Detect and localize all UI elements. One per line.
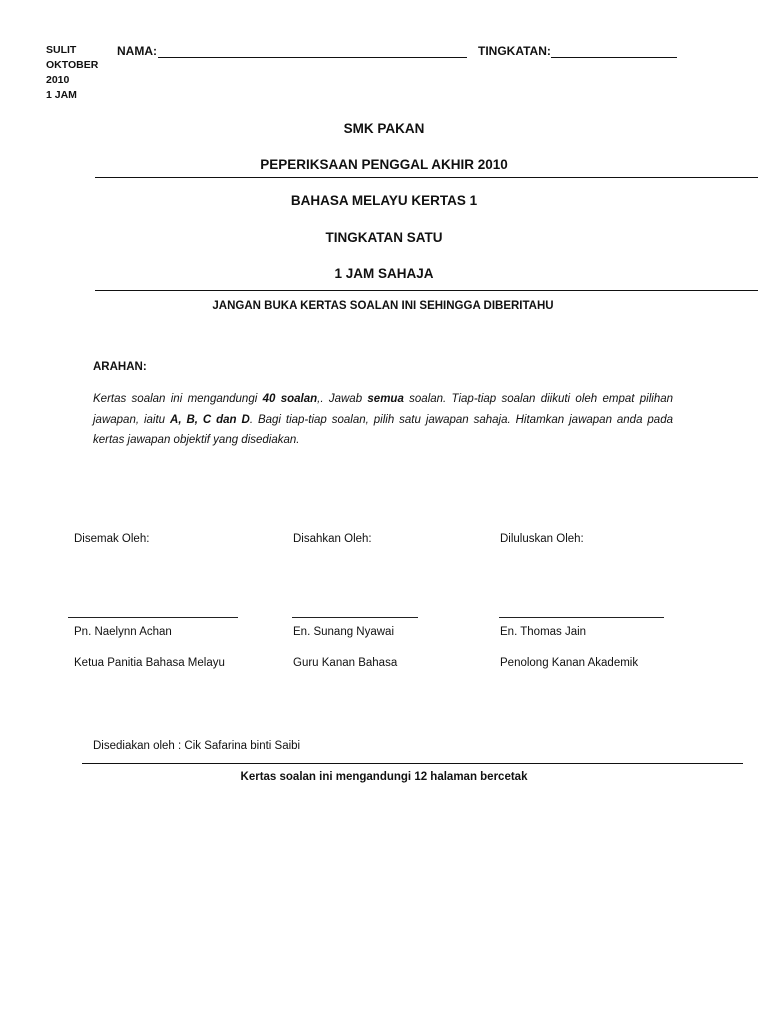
disemak-name: Pn. Naelynn Achan <box>74 626 172 638</box>
signature-line-disemak[interactable] <box>68 617 238 618</box>
nama-field-line[interactable] <box>158 57 467 58</box>
tingkatan-field-line[interactable] <box>551 57 677 58</box>
subject-title: BAHASA MELAYU KERTAS 1 <box>290 193 478 208</box>
instructions-label: ARAHAN: <box>93 361 147 373</box>
school-name: SMK PAKAN <box>343 121 425 136</box>
diluluskan-label: Diluluskan Oleh: <box>500 533 584 545</box>
divider-middle <box>95 290 758 291</box>
do-not-open-warning: JANGAN BUKA KERTAS SOALAN INI SEHINGGA DIBERITAHU <box>212 300 554 312</box>
disahkan-name: En. Sunang Nyawai <box>293 626 395 638</box>
exam-year: 2010 <box>46 74 70 86</box>
exam-month: OKTOBER <box>46 59 99 71</box>
prepared-by: Disediakan oleh : Cik Safarina binti Saibi <box>93 740 301 752</box>
disahkan-role: Guru Kanan Bahasa <box>293 657 398 669</box>
diluluskan-name: En. Thomas Jain <box>500 626 587 638</box>
divider-bottom <box>82 763 743 764</box>
exam-title: PEPERIKSAAN PENGGAL AKHIR 2010 <box>260 157 508 172</box>
exam-duration: 1 JAM <box>46 89 77 101</box>
disemak-role: Ketua Panitia Bahasa Melayu <box>74 657 225 669</box>
divider-top <box>95 177 758 178</box>
semua-emphasis: semua <box>367 393 404 405</box>
question-count: 40 soalan <box>262 393 318 405</box>
classification-label: SULIT <box>46 44 77 56</box>
signature-line-diluluskan[interactable] <box>499 617 664 618</box>
answer-options: A, B, C dan D <box>170 413 250 426</box>
exam-meta-block <box>46 43 98 103</box>
signature-line-disahkan[interactable] <box>292 617 418 618</box>
nama-field-label: NAMA: <box>117 44 157 58</box>
instructions-text: Kertas soalan ini mengandungi 40 soalan,. Jawab semua soalan. Tiap-tiap soalan diikuti oleh empat pilihan jawapan, iaitu A, B, C dan D. Bagi tiap-tiap soalan, pilih satu jawapan sahaja. Hitamkan jawapan anda pada kertas jawapan objektif yang disediakan. <box>93 393 674 446</box>
page-count-note: Kertas soalan ini mengandungi 12 halaman bercetak <box>240 771 528 783</box>
time-title: 1 JAM SAHAJA <box>334 266 434 281</box>
form-title: TINGKATAN SATU <box>325 230 443 245</box>
diluluskan-role: Penolong Kanan Akademik <box>500 657 639 669</box>
disahkan-label: Disahkan Oleh: <box>293 533 372 545</box>
disemak-label: Disemak Oleh: <box>74 533 150 545</box>
tingkatan-field-label: TINGKATAN: <box>478 44 551 58</box>
